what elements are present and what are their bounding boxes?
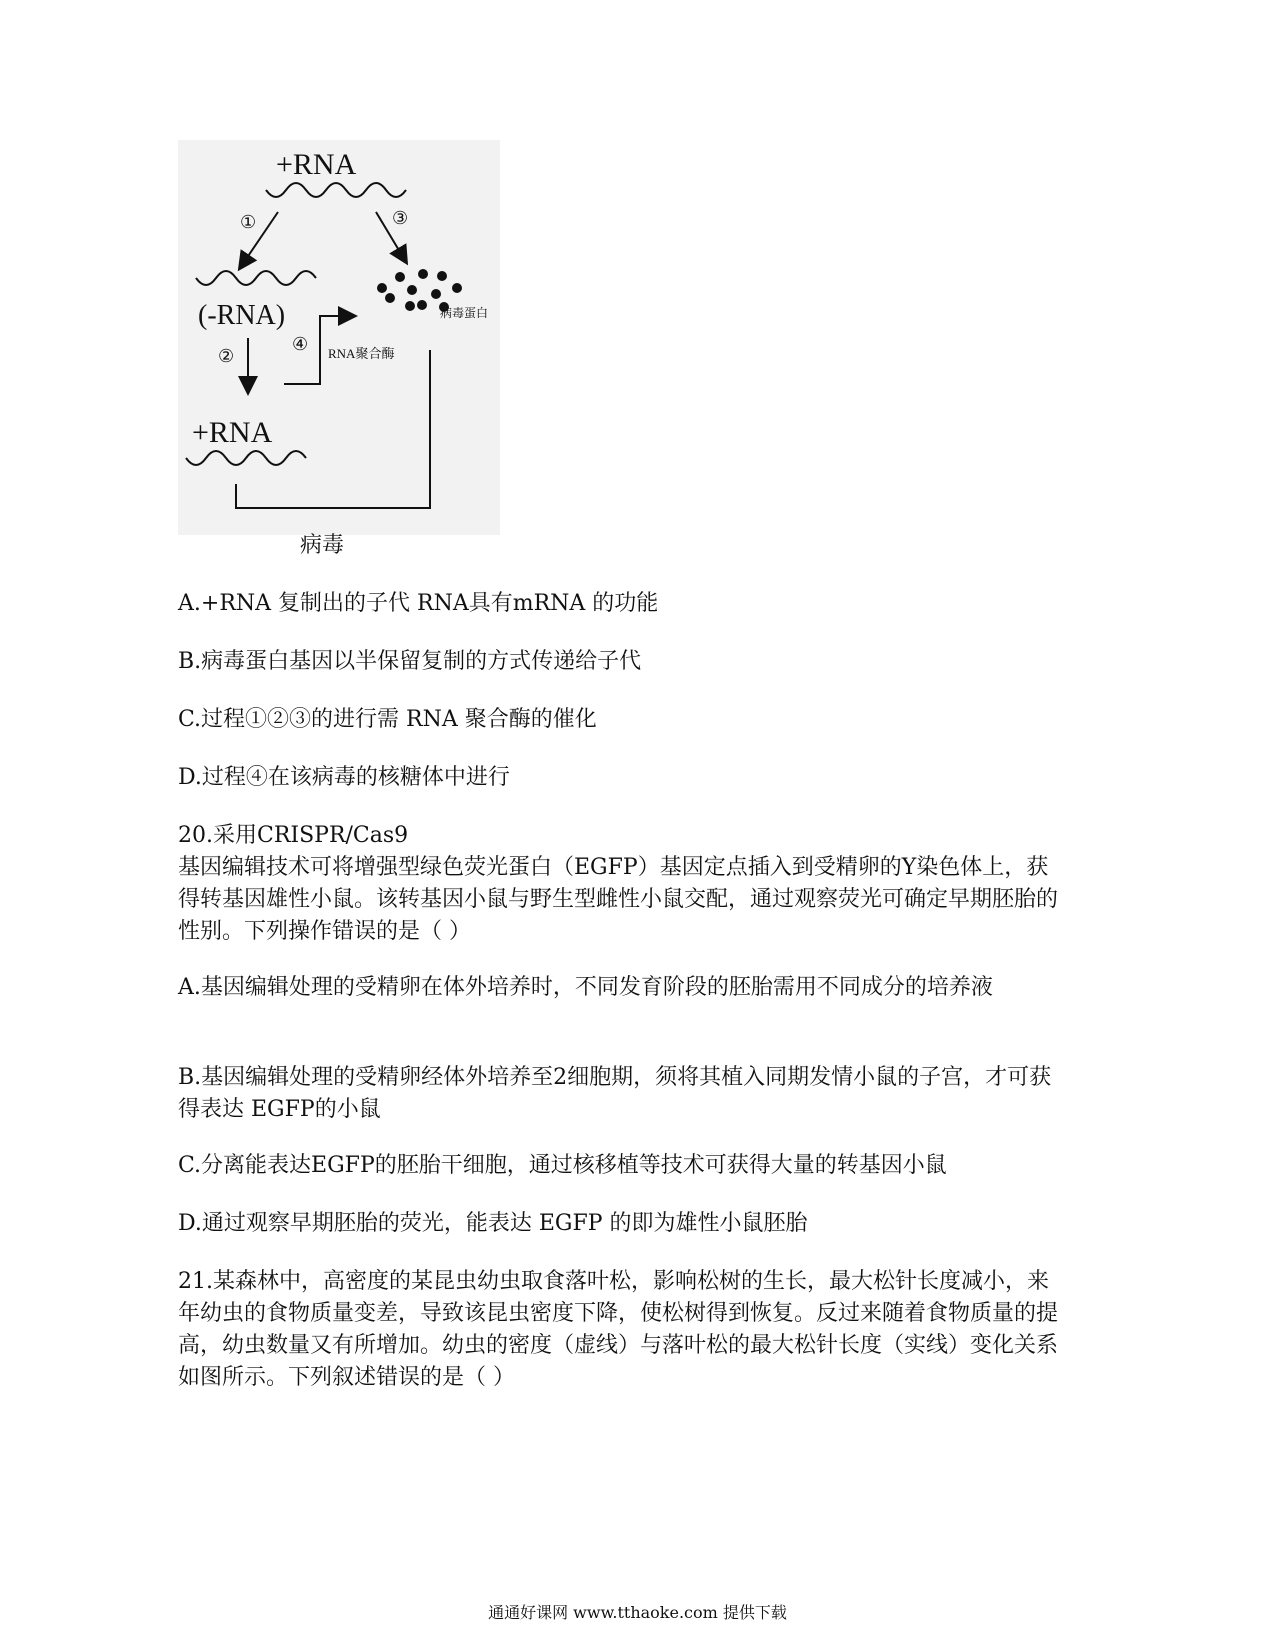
step1-label: ① <box>240 212 257 232</box>
top-rna-label: +RNA <box>276 148 357 181</box>
q20-stem-line1: 20.采用CRISPR/Cas9 <box>178 823 409 848</box>
rna-polymerase-label: RNA聚合酶 <box>328 346 395 361</box>
step3-label: ③ <box>392 208 409 228</box>
q19-option-c: C.过程①②③的进行需 RNA 聚合酶的催化 <box>178 707 597 732</box>
bottom-rna-label: +RNA <box>192 416 273 449</box>
q20-option-c: C.分离能表达EGFP的胚胎干细胞，通过核移植等技术可获得大量的转基因小鼠 <box>178 1153 947 1178</box>
figure-background <box>178 140 500 535</box>
virus-label: 病毒 <box>300 532 345 557</box>
q21-stem: 21.某森林中，高密度的某昆虫幼虫取食落叶松，影响松树的生长，最大松针长度减小，来年幼虫的食物质量变差，导致该昆虫密度下降，使松树得到恢复。反过来随着食物质量的提高，幼虫数量又有所增加。幼虫的密度（虚线）与落叶松的最大松针长度（实线）变化关系如图所示。下列叙述错误的是（ ） <box>178 1269 1059 1390</box>
neg-rna-label: (-RNA) <box>198 300 286 331</box>
q20-stem: 基因编辑技术可将增强型绿色荧光蛋白（EGFP）基因定点插入到受精卵的Y染色体上，获得转基因雄性小鼠。该转基因小鼠与野生型雌性小鼠交配，通过观察荧光可确定早期胚胎的性别。下列操作错误的是（ ） <box>178 855 1059 944</box>
step2-label: ② <box>218 346 235 366</box>
page-footer: 通通好课网 www.tthaoke.com 提供下载 <box>488 1603 787 1622</box>
q19-option-b: B.病毒蛋白基因以半保留复制的方式传递给子代 <box>178 649 642 674</box>
q20-option-a: A.基因编辑处理的受精卵在体外培养时，不同发育阶段的胚胎需用不同成分的培养液 <box>178 975 993 1000</box>
virus-replication-diagram <box>178 140 508 570</box>
q20-option-b: B.基因编辑处理的受精卵经体外培养至2细胞期，须将其植入同期发情小鼠的子宫，才可获得表达 EGFP的小鼠 <box>178 1065 1052 1122</box>
q20-option-d: D.通过观察早期胚胎的荧光，能表达 EGFP 的即为雄性小鼠胚胎 <box>178 1211 808 1236</box>
q19-option-a: A.+RNA 复制出的子代 RNA具有mRNA 的功能 <box>178 591 659 616</box>
q19-option-d: D.过程④在该病毒的核糖体中进行 <box>178 765 510 790</box>
step4-label: ④ <box>292 334 309 354</box>
virus-protein-label: 病毒蛋白 <box>440 306 489 320</box>
